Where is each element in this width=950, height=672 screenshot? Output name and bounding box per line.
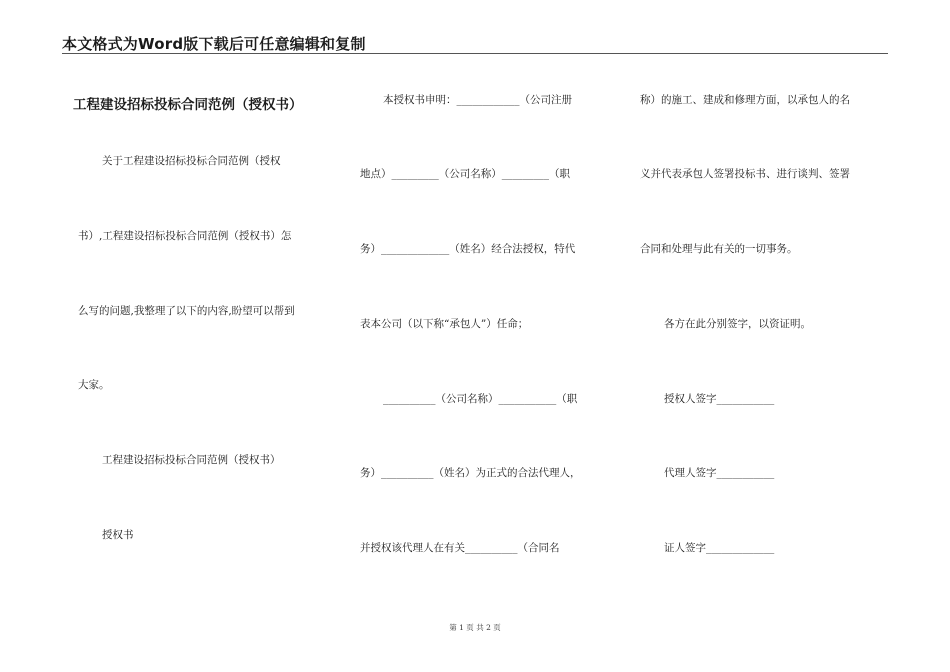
- column1-line: 关于工程建设招标投标合同范例（授权: [102, 155, 281, 167]
- header-divider: [62, 53, 888, 54]
- column2-line: 本授权书申明：____________（公司注册: [383, 94, 572, 106]
- column1-line: 工程建设招标投标合同范例（授权书）: [102, 454, 281, 466]
- column2-line: __________（公司名称）___________（职: [383, 393, 578, 405]
- document-title: 工程建设招标投标合同范例（授权书）: [73, 97, 303, 113]
- column2-line: 地点）_________（公司名称）_________（职: [360, 168, 570, 180]
- column1-line: 么写的问题,我整理了以下的内容,盼望可以帮到: [78, 305, 295, 317]
- page-header-title: 本文格式为Word版下载后可任意编辑和复制: [62, 35, 366, 53]
- column1-line: 授权书: [102, 529, 134, 541]
- column3-line: 称）的施工、建成和修理方面，以承包人的名: [640, 94, 850, 106]
- column3-line: 合同和处理与此有关的一切事务。: [640, 243, 798, 255]
- column2-line: 务）_____________（姓名）经合法授权，特代: [360, 243, 576, 255]
- column1-line: 书）,工程建设招标投标合同范例（授权书）怎: [78, 230, 292, 242]
- column2-line: 务）__________（姓名）为正式的合法代理人，: [360, 467, 581, 479]
- column3-line: 义并代表承包人签署投标书、进行谈判、签署: [640, 168, 850, 180]
- column1-line: 大家。: [78, 379, 110, 391]
- column3-line: 各方在此分别签字，以资证明。: [664, 318, 811, 330]
- column3-line: 证人签字_____________: [664, 542, 775, 554]
- page-number: 第 1 页 共 2 页: [449, 623, 501, 632]
- column2-line: 并授权该代理人在有关__________（合同名: [360, 542, 560, 554]
- column2-line: 表本公司（以下称“承包人”）任命；: [360, 318, 529, 330]
- column3-line: 代理人签字___________: [664, 467, 775, 479]
- column3-line: 授权人签字___________: [664, 393, 775, 405]
